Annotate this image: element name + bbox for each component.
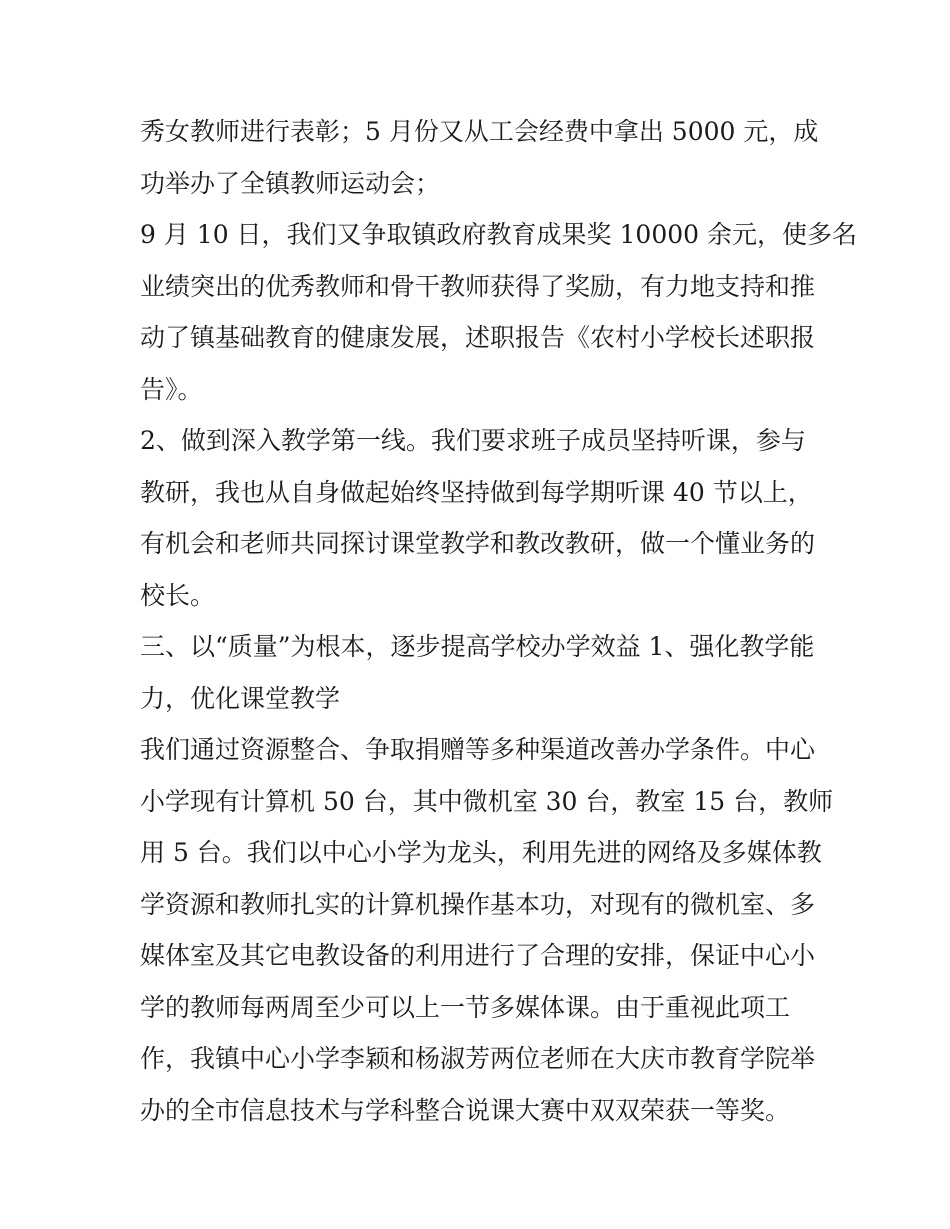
text-line: 2、做到深入教学第一线。我们要求班子成员坚持听课，参与 (140, 426, 806, 455)
text-line: 教研，我也从自身做起始终坚持做到每学期听课 40 节以上， (140, 477, 813, 507)
text-line: 校长。 (140, 580, 216, 610)
text-line: 动了镇基础教育的健康发展，述职报告《农村小学校长述职报 (140, 323, 816, 352)
text-line: 我们通过资源整合、争取捐赠等多种渠道改善办学条件。中心 (140, 735, 816, 764)
text-line: 功举办了全镇教师运动会； (140, 168, 441, 198)
text-line: 小学现有计算机 50 台，其中微机室 30 台，教室 15 台，教师 (140, 786, 834, 816)
text-line: 学资源和教师扎实的计算机操作基本功，对现有的微机室、多 (140, 889, 816, 919)
text-line: 媒体室及其它电教设备的利用进行了合理的安排，保证中心小 (140, 941, 816, 970)
text-line: 9 月 10 日，我们又争取镇政府教育成果奖 10000 余元，使多名 (140, 220, 857, 249)
document-body (140, 106, 857, 1136)
text-line: 力，优化课堂教学 (140, 683, 341, 713)
text-line: 学的教师每两周至少可以上一节多媒体课。由于重视此项工 (140, 992, 791, 1022)
text-line: 业绩突出的优秀教师和骨干教师获得了奖励，有力地支持和推 (140, 271, 816, 301)
text-line: 用 5 台。我们以中心小学为龙头，利用先进的网络及多媒体教 (140, 838, 822, 867)
text-line: 告》。 (140, 374, 203, 404)
text-line: 办的全市信息技术与学科整合说课大赛中双双荣获一等奖。 (140, 1095, 791, 1125)
text-line: 作，我镇中心小学李颖和杨淑芳两位老师在大庆市教育学院举 (140, 1044, 816, 1073)
text-line: 秀女教师进行表彰；5 月份又从工会经费中拿出 5000 元，成 (140, 117, 819, 146)
text-line: 三、以“质量”为根本，逐步提高学校办学效益 1、强化教学能 (140, 632, 815, 661)
text-line: 有机会和老师共同探讨课堂教学和教改教研，做一个懂业务的 (140, 529, 816, 558)
